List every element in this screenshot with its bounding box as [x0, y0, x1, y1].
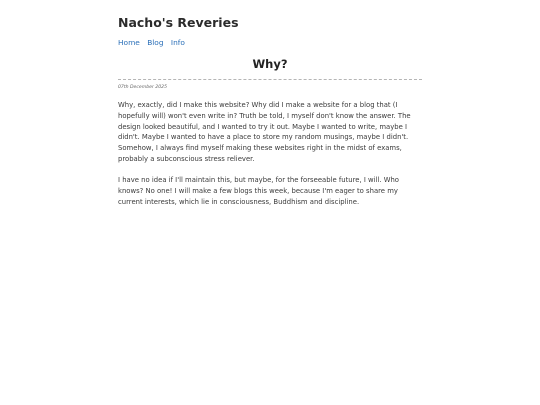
post-title: Why? [252, 57, 288, 71]
title-divider [118, 79, 422, 80]
site-title[interactable]: Nacho's Reveries [118, 15, 239, 30]
main-nav [118, 38, 190, 47]
nav-link-home[interactable]: Home [118, 38, 140, 47]
nav-link-blog[interactable]: Blog [147, 38, 164, 47]
post-body [118, 100, 422, 218]
post-paragraph: I have no idea if I'll maintain this, but maybe, for the forseeable future, I will. Who knows? No one! I will make a few blogs this week, because I'm eager to share my current interests, which lie in consciousness, Buddhism and discipline. [118, 176, 399, 206]
post-date: 07th December 2025 [118, 85, 167, 90]
post-paragraph: Why, exactly, did I make this website? Why did I make a website for a blog that (I hopefully will) won't even write in? Truth be told, I myself don't know the answer. The design looked beautiful, and I wanted to try it out. Maybe I wanted to write, maybe I didn't. Maybe I wanted to have a place to store my random musings, maybe I didn't. Somehow, I always find myself making these websites right in the midst of exams, probably a subconscious stress reliever. [118, 101, 411, 163]
nav-link-info[interactable]: Info [170, 38, 185, 47]
